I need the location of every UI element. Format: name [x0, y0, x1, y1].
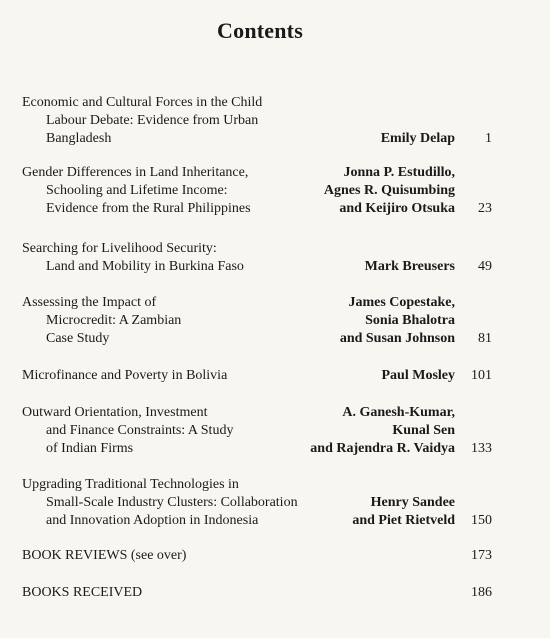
toc-entry: [22, 476, 492, 530]
entry-page-number: 23: [478, 201, 492, 216]
entry-page-number: 49: [478, 259, 492, 274]
entry-title: Gender Differences in Land Inheritance, Schooling and Lifetime Income: Evidence from the Rural Philippines: [22, 165, 251, 216]
entry-page-number: 81: [478, 331, 492, 346]
toc-section-books-received: [22, 584, 492, 602]
entry-page-number: 133: [471, 441, 492, 456]
toc-entry: [22, 94, 492, 148]
page-title: Contents: [217, 18, 303, 43]
entry-author: Henry Sandee and Piet Rietveld: [352, 495, 455, 528]
entry-author: A. Ganesh-Kumar, Kunal Sen and Rajendra R. Vaidya: [310, 405, 455, 456]
entry-page-number: 150: [471, 513, 492, 528]
toc-entry: [22, 404, 492, 458]
entry-page-number: 1: [485, 131, 492, 146]
entry-title: Microfinance and Poverty in Bolivia: [22, 368, 228, 383]
entry-title: Assessing the Impact of Microcredit: A Zambian Case Study: [22, 295, 182, 346]
entry-author: Mark Breusers: [364, 259, 455, 274]
toc-section-book-reviews: [22, 547, 492, 565]
section-page-number: 173: [471, 548, 492, 563]
section-label: BOOKS RECEIVED: [22, 585, 143, 600]
entry-title: Searching for Livelihood Security: Land and Mobility in Burkina Faso: [22, 241, 244, 274]
toc-entry: [22, 367, 492, 385]
section-label: BOOK REVIEWS (see over): [22, 548, 187, 563]
entry-author: Emily Delap: [380, 131, 455, 146]
toc-entry: [22, 294, 492, 348]
entry-author: Paul Mosley: [381, 368, 455, 383]
entry-title: Economic and Cultural Forces in the Child Labour Debate: Evidence from Urban Bangladesh: [22, 95, 263, 146]
entry-author: Jonna P. Estudillo, Agnes R. Quisumbing and Keijiro Otsuka: [323, 165, 455, 216]
toc-entry: [22, 164, 492, 218]
entry-author: James Copestake, Sonia Bhalotra and Susan Johnson: [339, 295, 455, 346]
entry-title: Outward Orientation, Investment and Finance Constraints: A Study of Indian Firms: [22, 405, 234, 456]
toc-entry: [22, 240, 492, 276]
entry-title: Upgrading Traditional Technologies in Small-Scale Industry Clusters: Collaboration and Innovation Adoption in Indonesia: [22, 477, 298, 528]
section-page-number: 186: [471, 585, 492, 600]
entry-page-number: 101: [471, 368, 492, 383]
